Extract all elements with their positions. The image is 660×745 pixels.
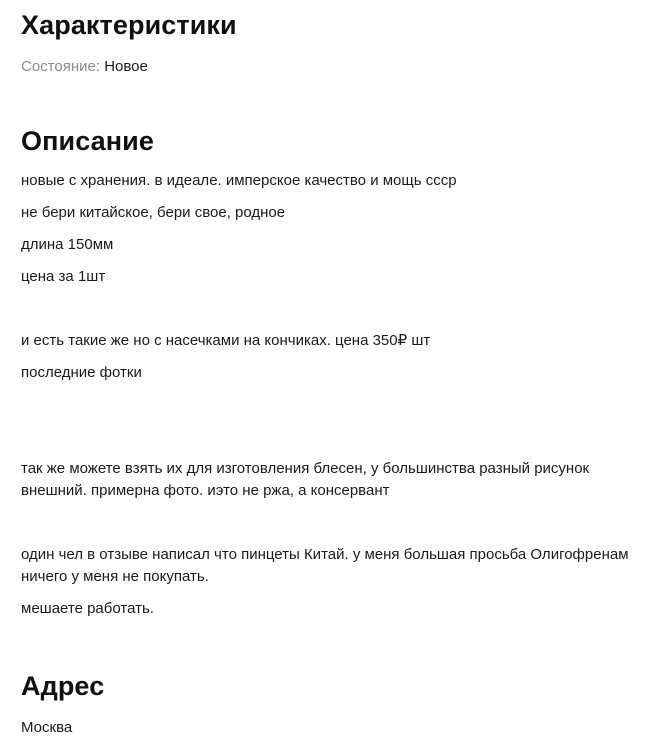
description-line: длина 150мм <box>21 236 114 253</box>
condition-value: Новое <box>104 58 148 75</box>
description-spacer <box>21 298 651 320</box>
description-line: и есть такие же но с насечками на кончиках. цена 350₽ шт <box>21 332 431 349</box>
description-line: один чел в отзыве написал что пинцеты Китай. у меня большая просьба Олигофренам ничего у меня не покупать. <box>21 546 629 585</box>
description-spacer <box>21 426 651 448</box>
description-line: новые с хранения. в идеале. имперское качество и мощь ссср <box>21 172 457 189</box>
description-line: не бери китайское, бери свое, родное <box>21 204 286 221</box>
condition-label: Состояние: <box>21 58 101 75</box>
characteristics-title: Характеристики <box>21 10 237 40</box>
address-value: Москва <box>21 719 73 736</box>
description-title: Описание <box>21 126 154 156</box>
description-spacer <box>21 394 651 416</box>
description-line: последние фотки <box>21 364 142 381</box>
condition-param <box>21 57 148 77</box>
address-title: Адрес <box>21 671 105 701</box>
description-text <box>21 170 651 630</box>
description-line: мешаете работать. <box>21 600 154 617</box>
description-spacer <box>21 512 651 534</box>
description-line: так же можете взять их для изготовления блесен, у большинства разный рисунок внешний. примерна фото. иэто не ржа, а консервант <box>21 460 590 499</box>
description-line: цена за 1шт <box>21 268 106 285</box>
